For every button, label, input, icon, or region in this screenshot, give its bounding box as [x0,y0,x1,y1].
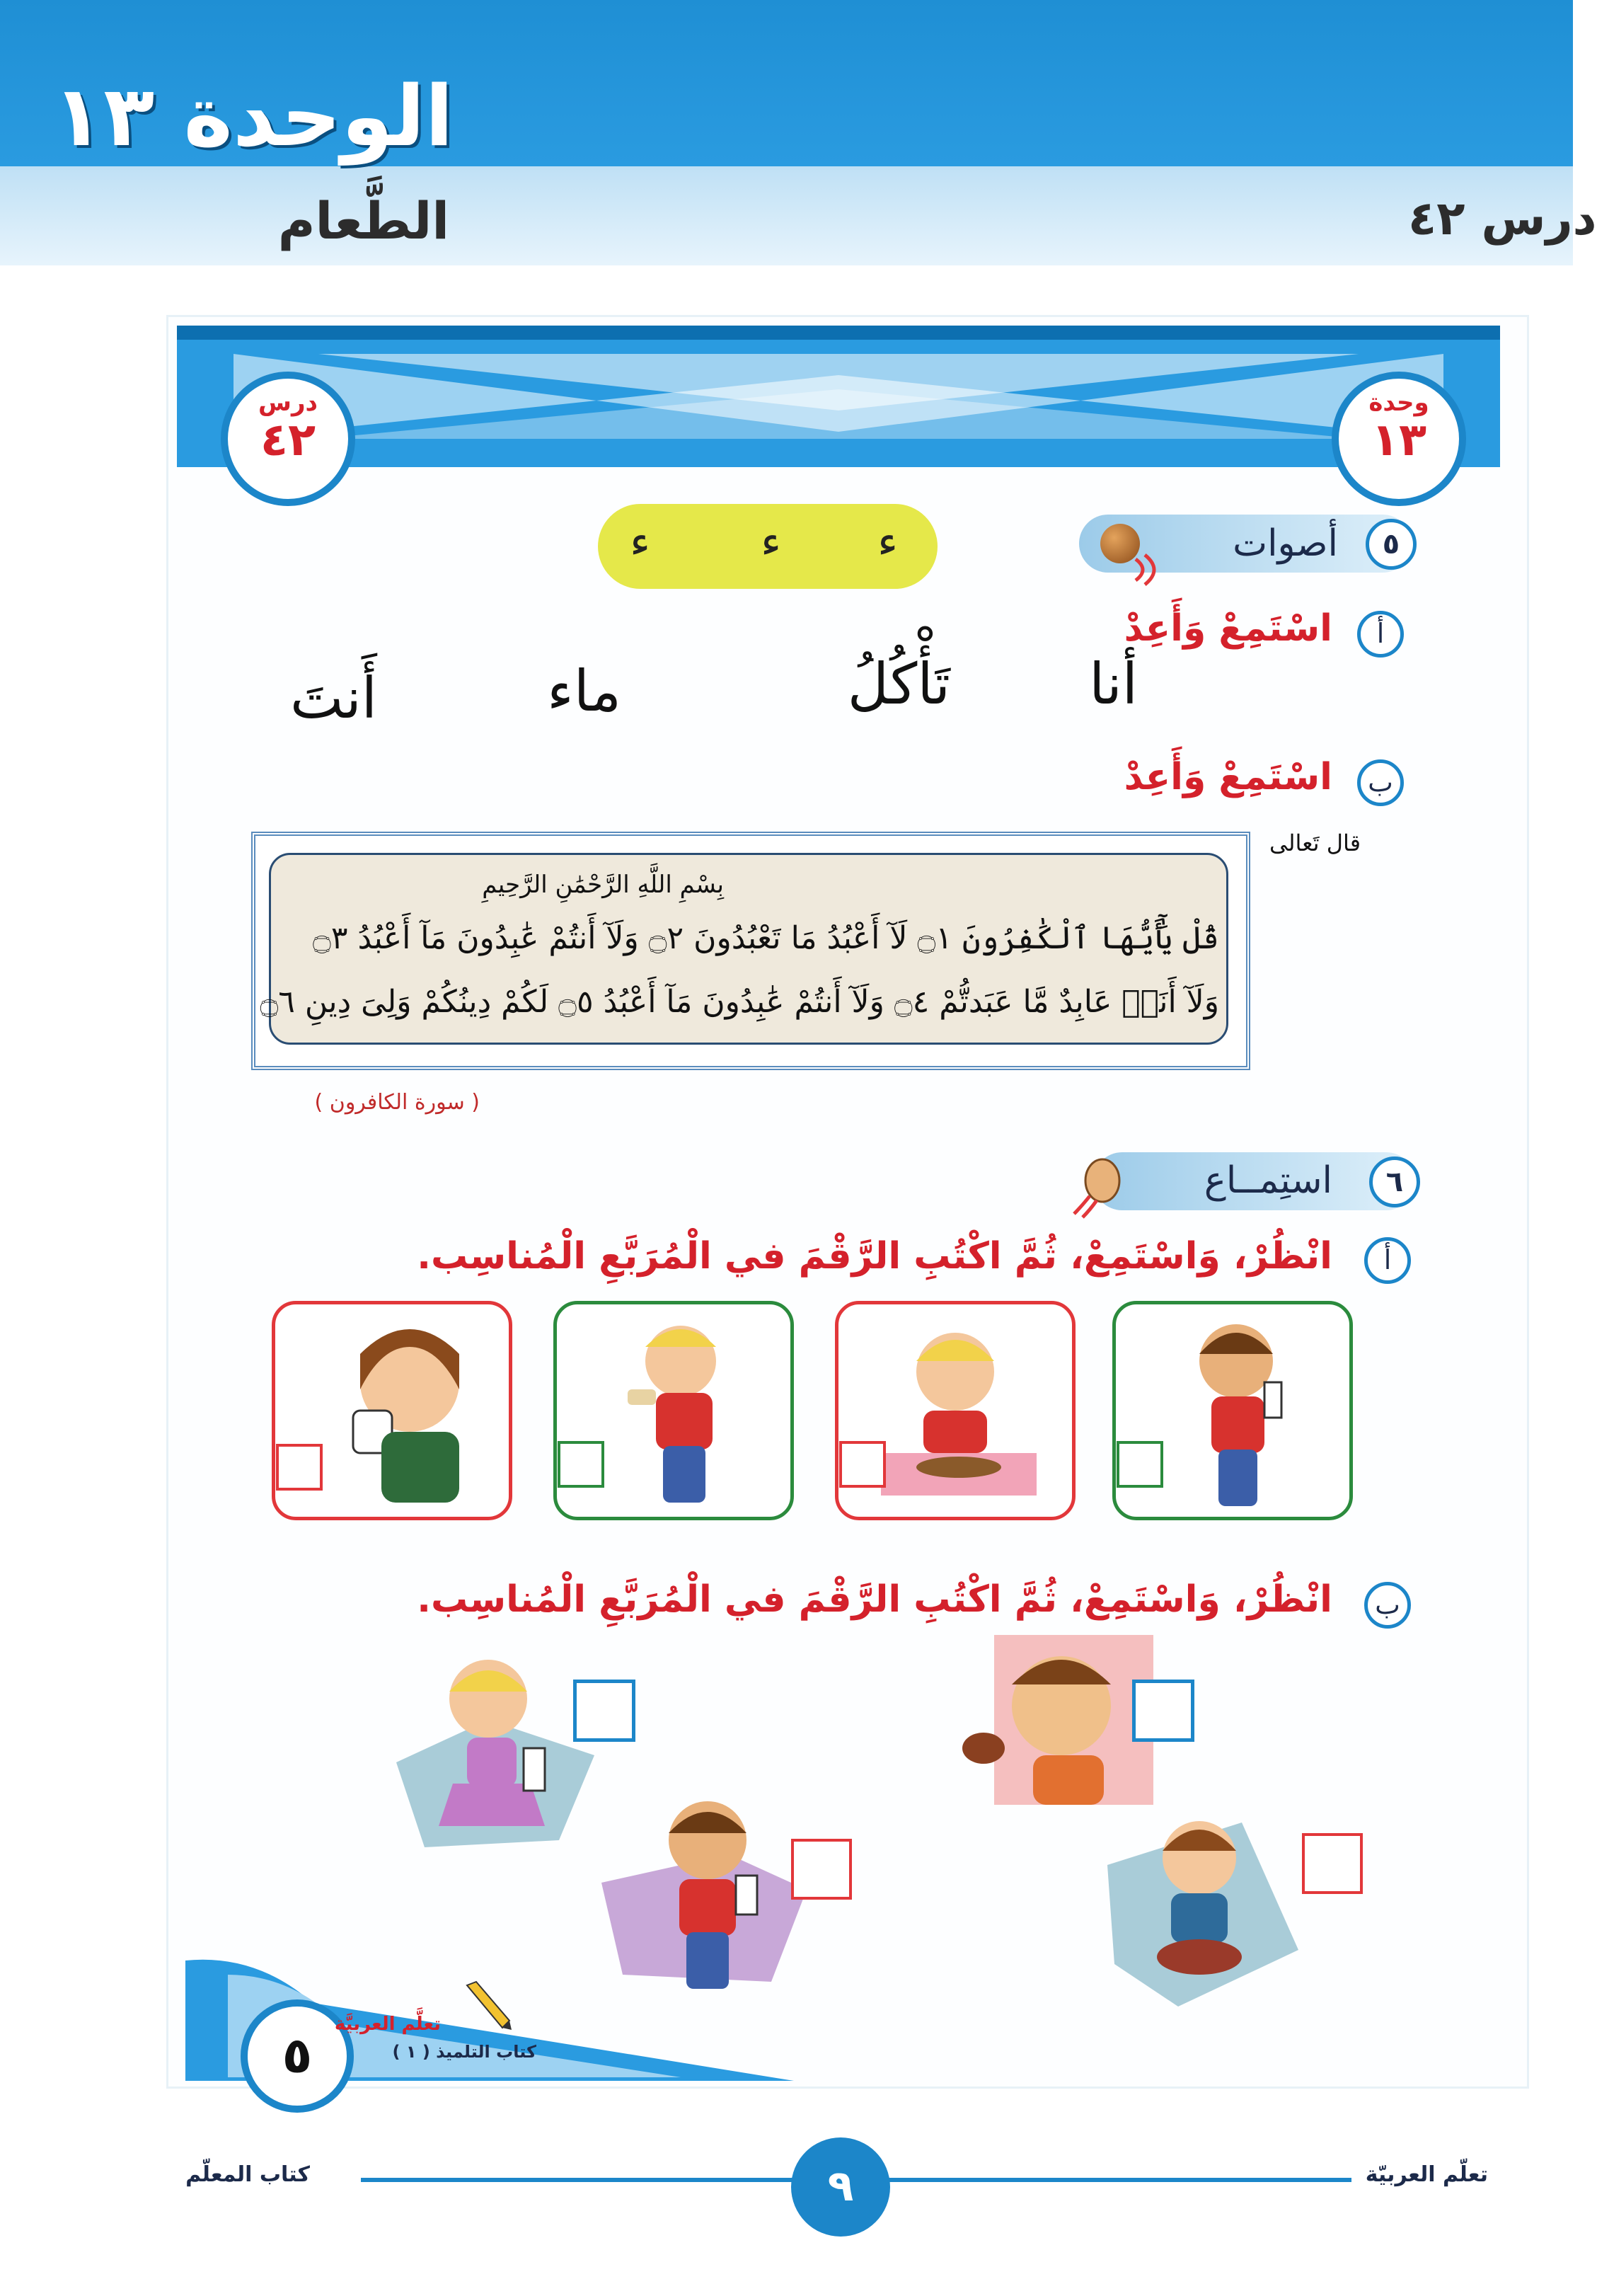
hamza-letter: ء [630,515,651,567]
lesson-banner [177,326,1500,467]
answer-box[interactable] [839,1441,886,1488]
answer-box[interactable] [558,1441,604,1488]
hamza-letter: ء [761,515,782,567]
header-band [0,166,1573,265]
unit-badge [1332,372,1466,506]
answer-box[interactable] [1117,1441,1163,1488]
verse-line-2: وَلَآ أَنَا۠ عَابِدٌ مَّا عَبَدتُّمْ ۝٤ وَلَآ أَنتُمْ عَٰبِدُونَ مَآ أَعْبُدُ ۝٥ لَكُمْ دِينُكُمْ وَلِىَ دِينِ ۝٦ [260,984,1219,1020]
hamza-letter: ء [877,515,899,567]
pencil-icon [463,1982,513,2031]
lesson-badge [221,372,355,506]
section5-title: أصوات [1233,522,1338,565]
section5-number: ٥ [1366,519,1417,570]
girl-cutting-meat-illustration [1093,1808,1305,2014]
section5-a-instruction: اسْتَمِعْ وَأَعِدْ [1124,607,1332,650]
footer-series: تعلّم العربيّة [1365,2162,1488,2187]
book-page-number: ٥ [241,1999,354,2113]
answer-box[interactable] [1302,1833,1363,1894]
footer-book: كتاب المعلّم [185,2162,310,2187]
unit-badge-label: وحدة [1368,389,1429,417]
unit-title: الوحدة ١٣ [52,67,454,165]
verse-line-1: قُلْ يَٰٓأَيُّهَا ٱلْكَٰفِرُونَ ۝١ لَآ أَعْبُدُ مَا تَعْبُدُونَ ۝٢ وَلَآ أَنتُمْ عَٰبِدُونَ مَآ أَعْبُدُ ۝٣ [313,920,1219,956]
boy-eating-chicken-illustration [955,1635,1160,1805]
section6-number: ٦ [1369,1156,1420,1207]
surah-source: ( سورة الكافرون ) [314,1090,480,1115]
lesson-badge-number: ٤٢ [260,414,316,466]
page-number: ٩ [791,2137,890,2237]
verse-intro: قال تَعالى [1269,830,1361,856]
unit-badge-number: ١٣ [1371,414,1427,466]
section6-a-instruction: انْظُرْ، وَاسْتَمِعْ، ثُمَّ اكْتُبِ الرَّقْمَ في الْمُرَبَّعِ الْمُناسِب. [417,1235,1332,1278]
lesson-badge-label: درس [258,389,318,417]
section6-title: استِمــاع [1204,1159,1332,1202]
section6-b-instruction: انْظُرْ، وَاسْتَمِعْ، ثُمَّ اكْتُبِ الرَّقْمَ في الْمُرَبَّعِ الْمُناسِب. [417,1578,1332,1621]
section5-b-instruction: اسْتَمِعْ وَأَعِدْ [1124,756,1332,798]
word-takulu: تَأْكُلُ [847,651,950,717]
section6-b-marker: ب [1364,1582,1411,1629]
word-maa: ماء [547,658,621,724]
answer-box[interactable] [1132,1680,1194,1742]
answer-box[interactable] [573,1680,635,1742]
word-ana: أنا [1089,651,1138,717]
unit-subtitle: الطَّعام [277,191,449,251]
section5-a-marker: أ [1357,611,1404,658]
basmala: بِسْمِ اللَّهِ الرَّحْمَٰنِ الرَّحِيمِ [482,871,724,899]
answer-box[interactable] [791,1839,852,1900]
book-name-label: كتاب التلميذ ( ١ ) [392,2042,536,2062]
answer-box[interactable] [276,1444,323,1491]
girl-drinking-bottle-illustration [382,1642,616,1854]
lesson-label: درس ٤٢ [1408,191,1597,246]
section5-b-marker: ب [1357,759,1404,806]
book-series-label: تعلَّم العربيَّة [334,2014,441,2035]
ear-icon [1074,1154,1131,1217]
sound-waves-icon [1132,552,1168,587]
word-anta: أَنتَ [289,665,377,731]
section6-a-marker: أ [1364,1237,1411,1284]
